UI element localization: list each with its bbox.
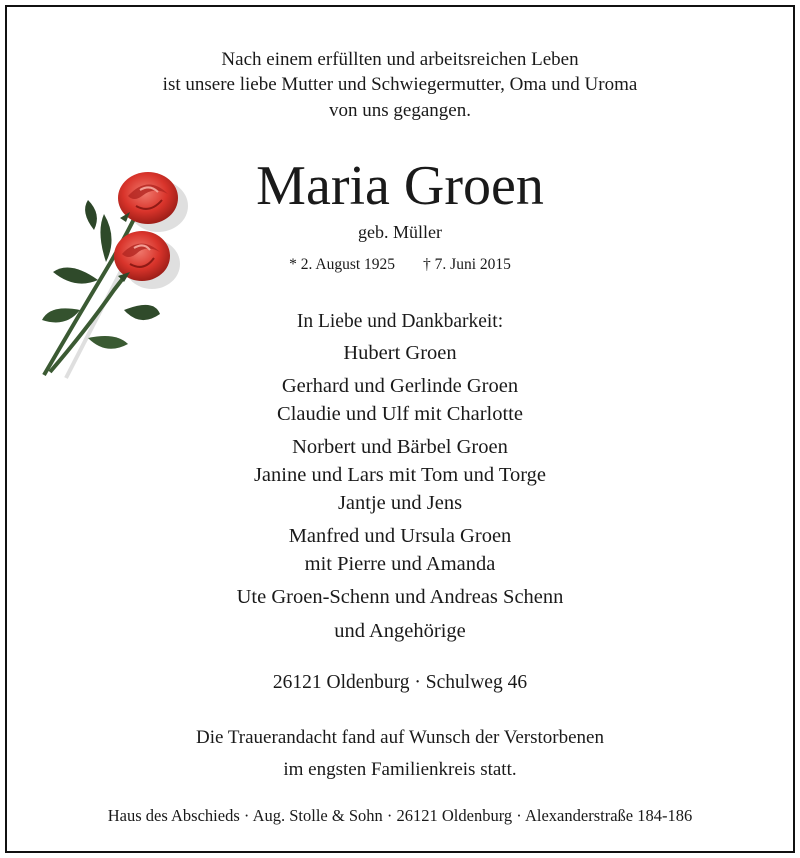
- birth-date: * 2. August 1925: [289, 256, 396, 273]
- funeral-home: Haus des Abschieds · Aug. Stolle & Sohn · 26121 Oldenburg · Alexanderstraße 184-186: [107, 806, 693, 825]
- mourner-line: Norbert und Bärbel Groen: [292, 436, 508, 458]
- mourner-line: Jantje und Jens: [337, 492, 463, 514]
- deceased-name: Maria Groen: [256, 155, 544, 217]
- address: 26121 Oldenburg · Schulweg 46: [272, 672, 528, 693]
- intro-line-3: von uns gegangen.: [329, 100, 471, 121]
- intro-line-1: Nach einem erfüllten und arbeitsreichen Leben: [221, 49, 579, 70]
- death-date: † 7. Juni 2015: [423, 256, 511, 273]
- mourner-line: mit Pierre und Amanda: [304, 553, 496, 575]
- ceremony-note-line-1: Die Trauerandacht fand auf Wunsch der Verstorbenen: [196, 727, 604, 748]
- mourners-heading: In Liebe und Dankbarkeit:: [296, 311, 504, 332]
- mourner-line: Janine und Lars mit Tom und Torge: [253, 464, 547, 486]
- intro-line-2: ist unsere liebe Mutter und Schwiegermutter, Oma und Uroma: [162, 74, 638, 95]
- birth-name: geb. Müller: [358, 222, 442, 242]
- mourner-line: Claudie und Ulf mit Charlotte: [277, 403, 523, 425]
- mourner-line: Gerhard und Gerlinde Groen: [281, 375, 519, 397]
- mourner-line: Ute Groen-Schenn und Andreas Schenn: [236, 586, 564, 608]
- life-dates: [0, 256, 800, 274]
- border-frame: [5, 5, 795, 853]
- mourner-line: Manfred und Ursula Groen: [288, 525, 512, 547]
- mourner-line: und Angehörige: [334, 620, 466, 642]
- ceremony-note-line-2: im engsten Familienkreis statt.: [283, 759, 517, 780]
- mourner-line: Hubert Groen: [343, 342, 457, 364]
